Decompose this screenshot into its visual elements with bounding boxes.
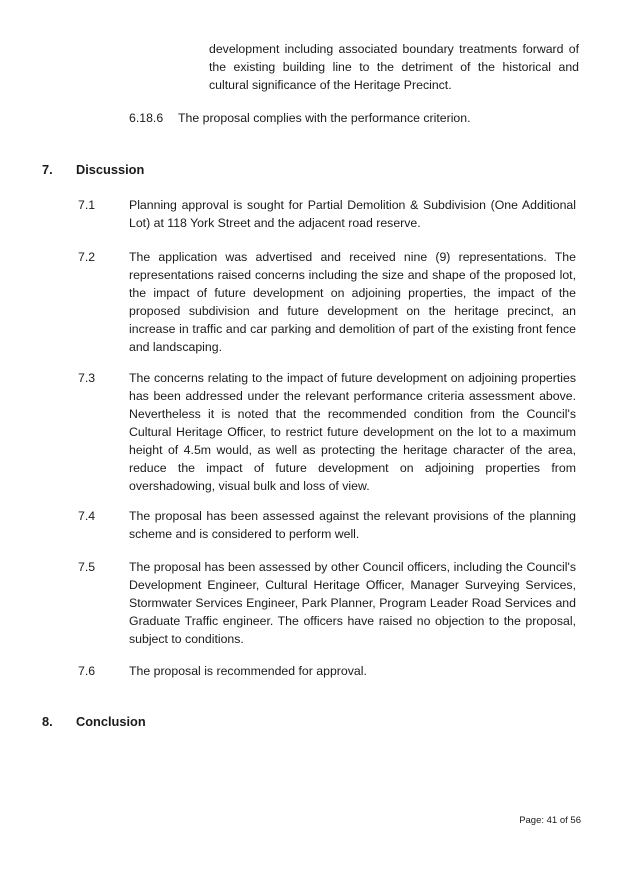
section-number: 7. [42, 162, 53, 177]
paragraph-text: The proposal has been assessed by other Council officers, including the Council's Development Engineer, Cultural Heritage Officer, Manager Surveying Services, Stormwater Services Engineer, Park Planner, Program Leader Road Services and Graduate Traffic engineer. The officers have raised no objection to the proposal, subject to conditions. [129, 560, 576, 646]
paragraph-number: 7.1 [78, 198, 96, 212]
paragraph-number: 7.6 [78, 664, 96, 678]
subclause-text: The proposal complies with the performance criterion. [178, 111, 471, 125]
paragraph-text: The concerns relating to the impact of future development on adjoining properties has been addressed under the relevant performance criteria assessment above. Nevertheless it is noted that the recommended condition from the Council's Cultural Heritage Officer, to restrict future development on the lot to a maximum height of 4.5m would, as well as protecting the heritage character of the area, reduce the impact of future development on adjoining properties from overshadowing, visual bulk and loss of view. [129, 371, 576, 493]
subclause-number: 6.18.6 [129, 111, 164, 125]
paragraph-number: 7.3 [78, 371, 96, 385]
page-number-footer: Page: 41 of 56 [519, 815, 581, 826]
paragraph-number: 7.4 [78, 509, 96, 523]
paragraph-text: Planning approval is sought for Partial Demolition & Subdivision (One Additional Lot) at 118 York Street and the adjacent road reserve. [129, 198, 576, 230]
section-number: 8. [42, 714, 53, 729]
subclause-6-18-6 [129, 109, 471, 127]
paragraph-text: The proposal has been assessed against the relevant provisions of the planning scheme and is considered to perform well. [129, 509, 576, 541]
section-heading-discussion [42, 161, 144, 179]
paragraph-number: 7.5 [78, 560, 96, 574]
paragraph-text: The proposal is recommended for approval. [129, 664, 367, 678]
section-title: Discussion [76, 162, 145, 177]
section-heading-conclusion [42, 713, 146, 731]
section-title: Conclusion [76, 714, 146, 729]
paragraph-number: 7.2 [78, 250, 96, 264]
continuation-text: development including associated boundary treatments forward of the existing building line to the detriment of the historical and cultural significance of the Heritage Precinct. [209, 42, 579, 92]
paragraph-text: The application was advertised and received nine (9) representations. The representations raised concerns including the size and shape of the proposed lot, the impact of future development on adjoining properties, the impact of the proposed subdivision and future development on the heritage precinct, an increase in traffic and car parking and demolition of part of the existing front fence and landscaping. [129, 250, 576, 354]
